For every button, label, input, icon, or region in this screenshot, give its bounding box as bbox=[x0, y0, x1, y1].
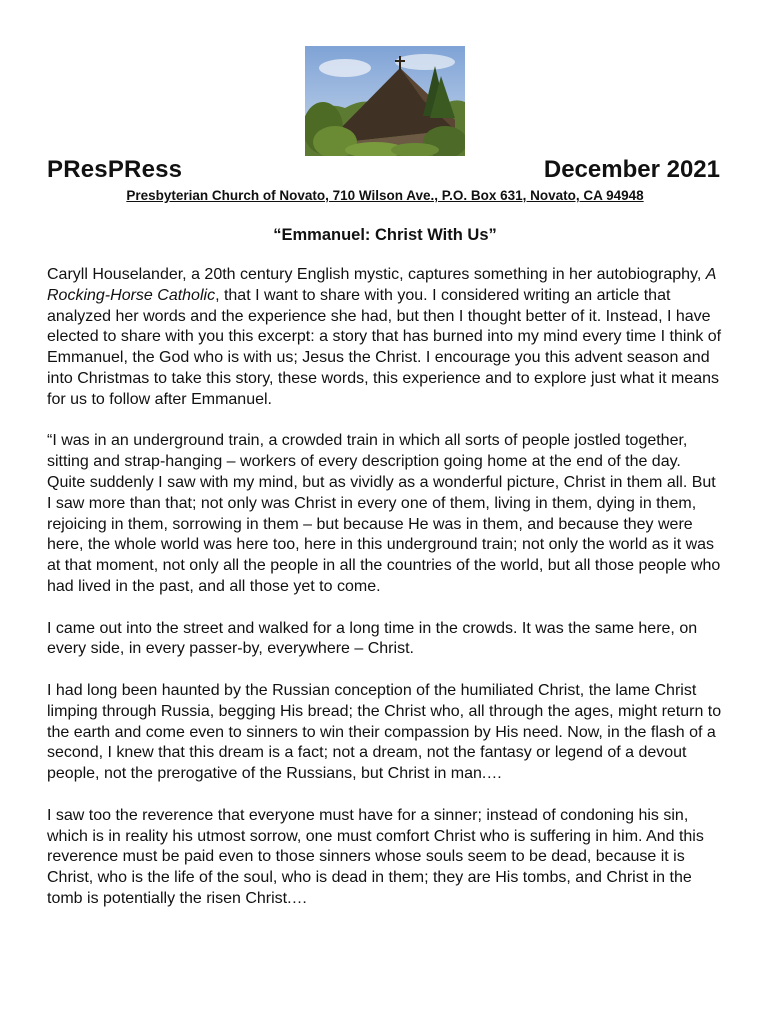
excerpt-paragraph: “I was in an underground train, a crowded train in which all sorts of people jostled together, sitting and strap-hanging – workers of every description going home at the end of the day. Quite suddenly I saw with my mind, but as vividly as a wonderful picture, Christ in them all. But I saw more than that; not only was Christ in every one of them, living in them, dying in them, rejoicing in them, sorrowing in them – but because He was in them, and because they were here, the whole world was here too, here in this underground train; not only the world as it was at that moment, not only all the people in all the countries of the world, but all those people who had lived in the past, and all those yet to come. bbox=[47, 432, 721, 595]
issue-date: December 2021 bbox=[543, 156, 720, 183]
church-address: Presbyterian Church of Novato, 710 Wilson Ave., P.O. Box 631, Novato, CA 94948 bbox=[126, 188, 644, 203]
book-title: A Rocking-Horse Catholic bbox=[47, 266, 716, 304]
excerpt-paragraph: I saw too the reverence that everyone must have for a sinner; instead of condoning his sin, which is in reality his utmost sorrow, one must comfort Christ who is suffering in him. And this reverence must be paid even to those sinners whose souls seem to be dead, because it is Christ, who is the life of the soul, who is dead in them; they are His tombs, and Christ in the tomb is potentially the risen Christ.… bbox=[47, 806, 704, 907]
intro-text-start: Caryll Houselander, a 20th century English mystic, captures something in her autobiography, bbox=[47, 266, 706, 283]
article-title: “Emmanuel: Christ With Us” bbox=[273, 226, 497, 244]
church-image bbox=[305, 46, 465, 156]
intro-text-end: , that I want to share with you. I considered writing an article that analyzed her words and the experience she had, but then I thought better of it. Instead, I have elected to share with you this excerpt: a story that has burned into my mind every time I think of Emmanuel, the God who is with us; Jesus the Christ. I encourage you this advent season and into Christmas to take this story, these words, this experience and to explore just what it means for us to follow after Emmanuel. bbox=[47, 286, 722, 408]
newsletter-name: PResPRess bbox=[47, 156, 183, 183]
masthead bbox=[47, 156, 720, 188]
excerpt-paragraph: I came out into the street and walked for a long time in the crowds. It was the same here, on every side, in every passer-by, everywhere – Christ. bbox=[47, 619, 698, 658]
article-body bbox=[47, 265, 723, 931]
excerpt-paragraph: I had long been haunted by the Russian conception of the humiliated Christ, the lame Christ limping through Russia, begging His bread; the Christ who, all through the ages, might return to the earth and come even to sinners to win their compassion by His need. Now, in the flash of a second, I knew that this dream is a fact; not a dream, not the fantasy or legend of a devout people, not the prerogative of the Russians, but Christ in man.… bbox=[47, 681, 722, 783]
intro-paragraph bbox=[47, 265, 723, 411]
church-photo bbox=[305, 46, 465, 156]
